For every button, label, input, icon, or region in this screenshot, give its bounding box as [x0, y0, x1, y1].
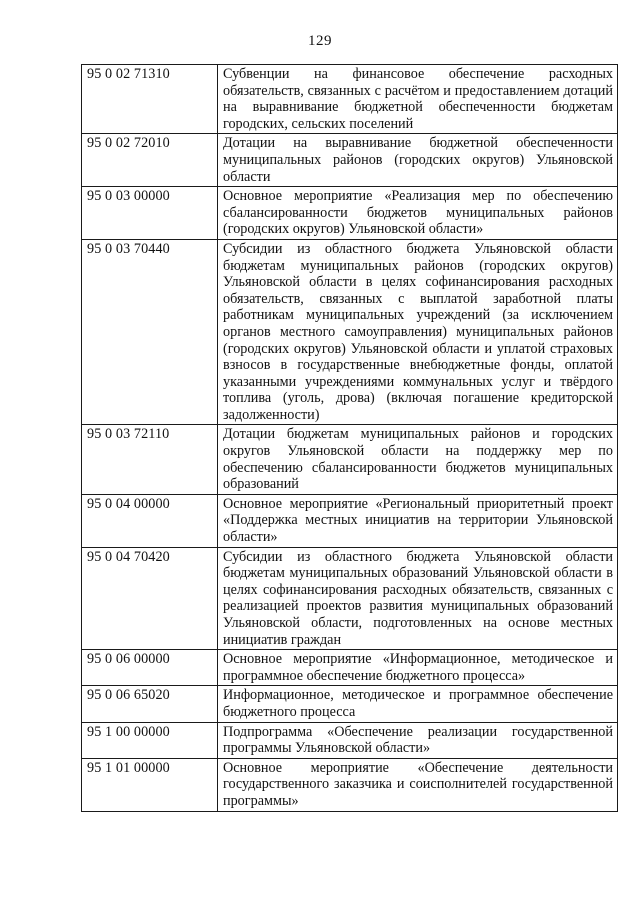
description-cell: Основное мероприятие «Реализация мер по обеспечению сбалансированности бюджетов муниципальных районов (городских округов) Ульяновской области» — [218, 187, 618, 240]
table-row — [82, 425, 618, 494]
table-row — [82, 187, 618, 240]
code-cell: 95 0 06 00000 — [82, 650, 218, 686]
budget-code-table — [81, 64, 618, 812]
table-row — [82, 239, 618, 425]
code-cell: 95 0 06 65020 — [82, 686, 218, 722]
page-number: 129 — [308, 33, 332, 49]
description-cell: Основное мероприятие «Информационное, методическое и программное обеспечение бюджетного процесса» — [218, 650, 618, 686]
code-cell: 95 1 00 00000 — [82, 722, 218, 758]
table-row — [82, 686, 618, 722]
description-cell: Основное мероприятие «Обеспечение деятельности государственного заказчика и соисполнителей государственной программы» — [218, 758, 618, 811]
description-cell: Субвенции на финансовое обеспечение расходных обязательств, связанных с расчётом и предоставлением дотаций на выравнивание бюджетной обеспеченности бюджетам городских, сельских поселений — [218, 65, 618, 134]
table-row — [82, 65, 618, 134]
code-cell: 95 0 04 70420 — [82, 547, 218, 650]
description-cell: Подпрограмма «Обеспечение реализации государственной программы Ульяновской области» — [218, 722, 618, 758]
description-cell: Субсидии из областного бюджета Ульяновской области бюджетам муниципальных образований Ульяновской области в целях софинансирования расходных обязательств, связанных с реализацией проектов развития муниципальных образований Ульяновской области, подготовленных на основе местных инициатив граждан — [218, 547, 618, 650]
table-row — [82, 758, 618, 811]
code-cell: 95 0 04 00000 — [82, 494, 218, 547]
description-cell: Информационное, методическое и программное обеспечение бюджетного процесса — [218, 686, 618, 722]
table-row — [82, 494, 618, 547]
table-row — [82, 650, 618, 686]
table-row — [82, 722, 618, 758]
table-row — [82, 547, 618, 650]
code-cell: 95 0 03 72110 — [82, 425, 218, 494]
code-cell: 95 0 03 00000 — [82, 187, 218, 240]
description-cell: Основное мероприятие «Региональный приоритетный проект «Поддержка местных инициатив на территории Ульяновской области» — [218, 494, 618, 547]
code-cell: 95 1 01 00000 — [82, 758, 218, 811]
description-cell: Дотации на выравнивание бюджетной обеспеченности муниципальных районов (городских округов) Ульяновской области — [218, 134, 618, 187]
table-row — [82, 134, 618, 187]
description-cell: Субсидии из областного бюджета Ульяновской области бюджетам муниципальных районов (городских округов) Ульяновской области в целях софинансирования расходных обязательств, связанных с выплатой заработной платы работникам муниципальных учреждений (за исключением органов местного самоуправления) муниципальных районов (городских округов) Ульяновской области и уплатой страховых взносов в государственные внебюджетные фонды, оплатой указанными учреждениями коммунальных услуг и твёрдого топлива (уголь, дрова) (включая погашение кредиторской задолженности) — [218, 239, 618, 425]
code-cell: 95 0 02 72010 — [82, 134, 218, 187]
code-cell: 95 0 03 70440 — [82, 239, 218, 425]
description-cell: Дотации бюджетам муниципальных районов и городских округов Ульяновской области на поддержку мер по обеспечению сбалансированности бюджетов муниципальных образований — [218, 425, 618, 494]
code-cell: 95 0 02 71310 — [82, 65, 218, 134]
